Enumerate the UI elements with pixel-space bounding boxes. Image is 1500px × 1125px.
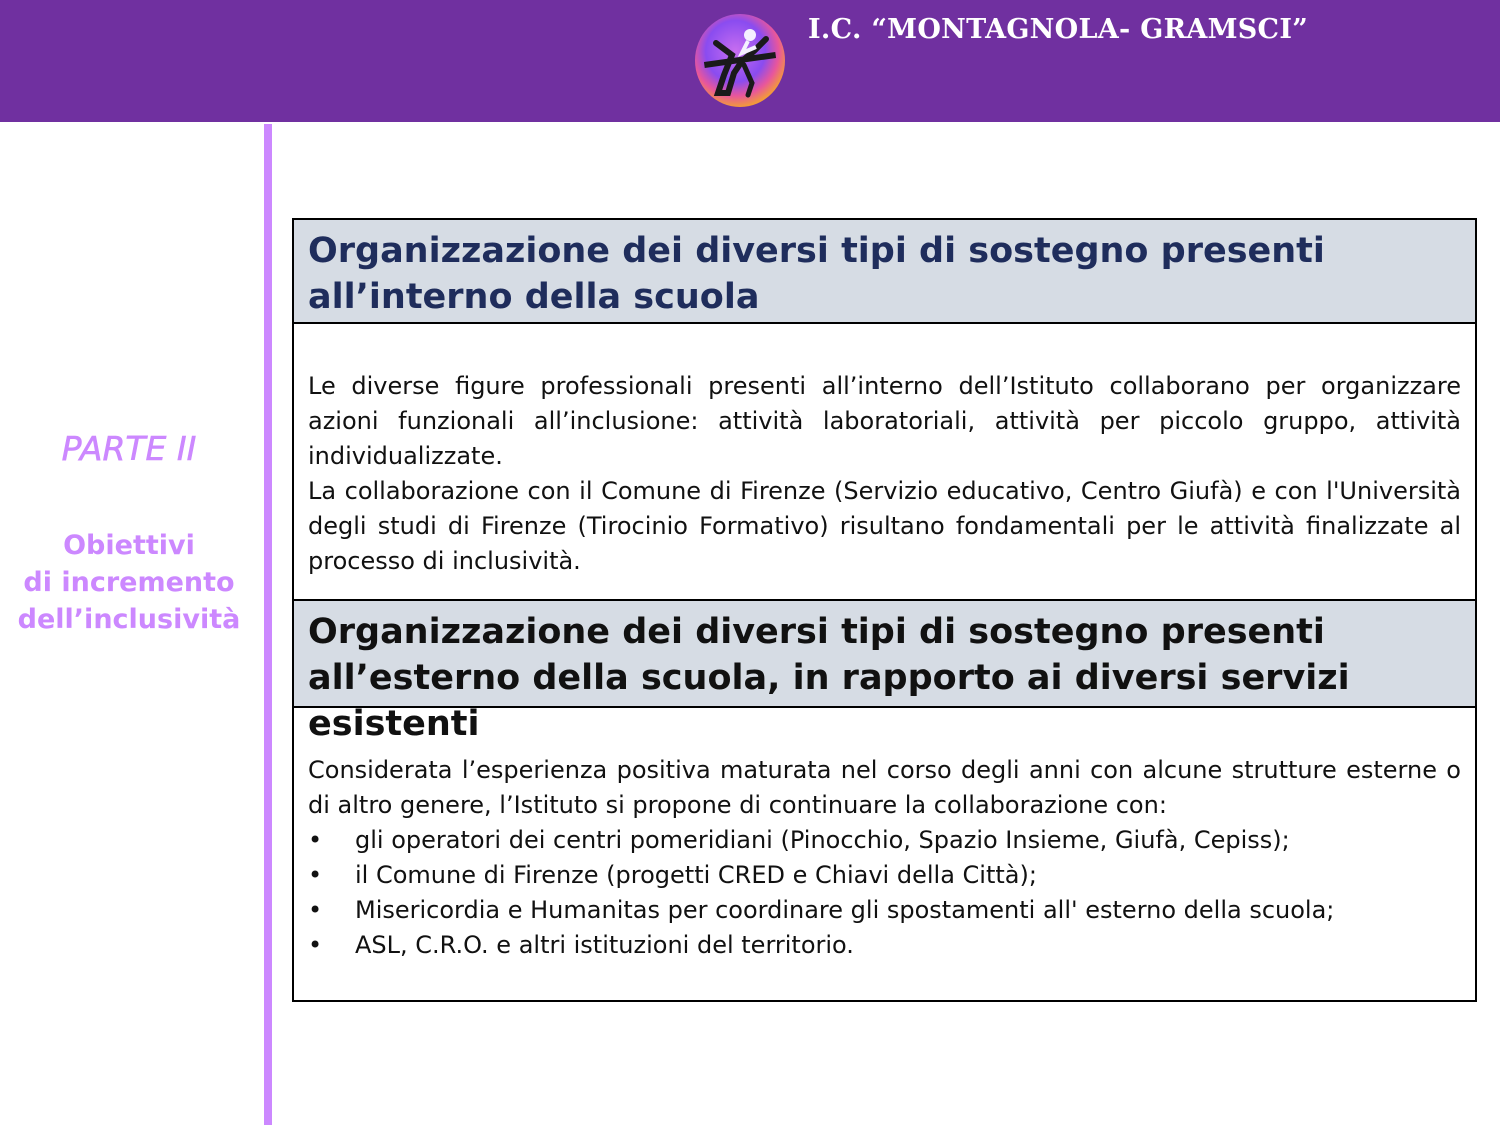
part-label: PARTE II: [61, 429, 197, 468]
list-item: • il Comune di Firenze (progetti CRED e Chiavi della Città);: [308, 858, 1461, 893]
section2-intro: Considerata l’esperienza positiva maturata nel corso degli anni con alcune strutture esterne o di altro genere, l’Istituto si propone di continuare la collaborazione con:: [308, 756, 1461, 819]
title-line: Organizzazione dei diversi tipi di sostegno presenti: [308, 612, 1325, 652]
list-item: • gli operatori dei centri pomeridiani (Pinocchio, Spazio Insieme, Giufà, Cepiss);: [308, 823, 1461, 858]
list-item: • Misericordia e Humanitas per coordinare gli spostamenti all' esterno della scuola;: [308, 893, 1461, 928]
bullet-icon: •: [308, 931, 323, 959]
school-name: I.C. “MONTAGNOLA- GRAMSCI”: [808, 14, 1309, 45]
section-goal-label: [0, 527, 258, 638]
goal-line: dell’inclusività: [17, 604, 241, 635]
title-line: Organizzazione dei diversi tipi di sostegno presenti: [308, 231, 1325, 271]
bullet-icon: •: [308, 896, 323, 924]
school-logo-icon: [694, 13, 786, 108]
section1-body: [292, 322, 1477, 601]
header-bar: [0, 0, 1500, 122]
vertical-divider: [264, 124, 272, 1125]
section1-header: [292, 218, 1477, 324]
section2-header: [292, 599, 1477, 744]
section1-paragraph: La collaborazione con il Comune di Firenze (Servizio educativo, Centro Giufà) e con l'Università degli studi di Firenze (Tirocinio Formativo) risultano fondamentali per le attività finalizzate al processo di inclusività.: [308, 477, 1461, 575]
goal-line: Obiettivi: [63, 530, 195, 561]
title-line: all’interno della scuola: [308, 277, 760, 317]
title-line: all’esterno della scuola, in rapporto ai diversi servizi esistenti: [308, 658, 1350, 744]
bullet-icon: •: [308, 826, 323, 854]
section1-paragraph: Le diverse figure professionali presenti all’interno dell’Istituto collaborano per organizzare azioni funzionali all’inclusione: attività laboratoriali, attività per piccolo gruppo, attività individualizzate.: [308, 372, 1461, 470]
bullet-icon: •: [308, 861, 323, 889]
section2-body: [292, 706, 1477, 1002]
collaboration-list: [308, 823, 1461, 963]
goal-line: di incremento: [23, 567, 235, 598]
list-item: • ASL, C.R.O. e altri istituzioni del territorio.: [308, 928, 1461, 963]
section1-title: [308, 228, 1461, 320]
